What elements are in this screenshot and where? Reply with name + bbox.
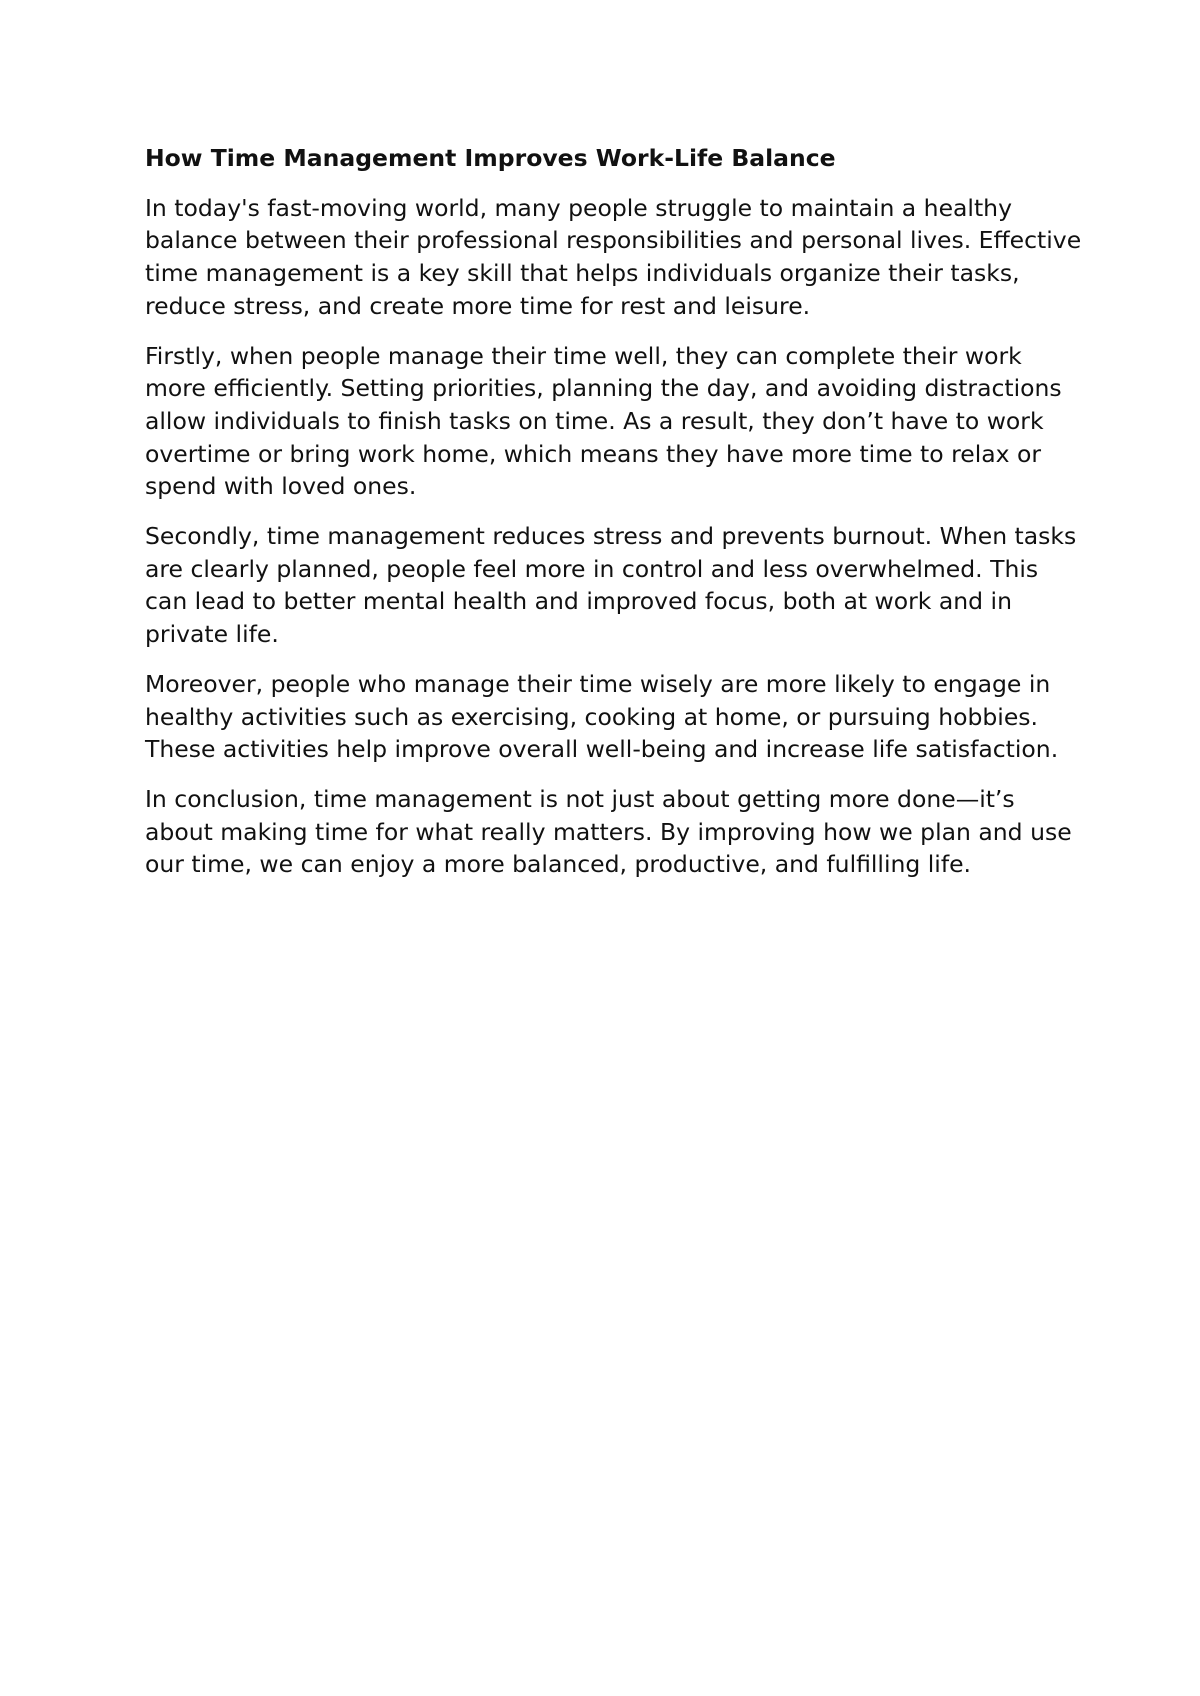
- document-body: [145, 142, 1085, 898]
- paragraph-stress: Secondly, time management reduces stress and prevents burnout. When tasks are clearly planned, people feel more in control and less overwhelmed. This can lead to better mental health and improved focus, both at work and in private life.: [145, 522, 1077, 649]
- document-title: How Time Management Improves Work-Life Balance: [145, 144, 836, 172]
- paragraph-conclusion: In conclusion, time management is not just about getting more done—it’s about making time for what really matters. By improving how we plan and use our time, we can enjoy a more balanced, productive, and fulfilling life.: [145, 784, 1072, 879]
- paragraph-intro: In today's fast-moving world, many people struggle to maintain a healthy balance between their professional responsibilities and personal lives. Effective time management is a key skill that helps individuals organize their tasks, reduce stress, and create more time for rest and leisure.: [145, 193, 1082, 320]
- paragraph-efficiency: Firstly, when people manage their time well, they can complete their work more efficiently. Setting priorities, planning the day, and avoiding distractions allow individuals to finish tasks on time. As a result, they don’t have to work overtime or bring work home, which means they have more time to relax or spend with loved ones.: [145, 341, 1062, 501]
- paragraph-healthy-activities: Moreover, people who manage their time wisely are more likely to engage in healthy activities such as exercising, cooking at home, or pursuing hobbies. These activities help improve overall well-being and increase life satisfaction.: [145, 669, 1059, 764]
